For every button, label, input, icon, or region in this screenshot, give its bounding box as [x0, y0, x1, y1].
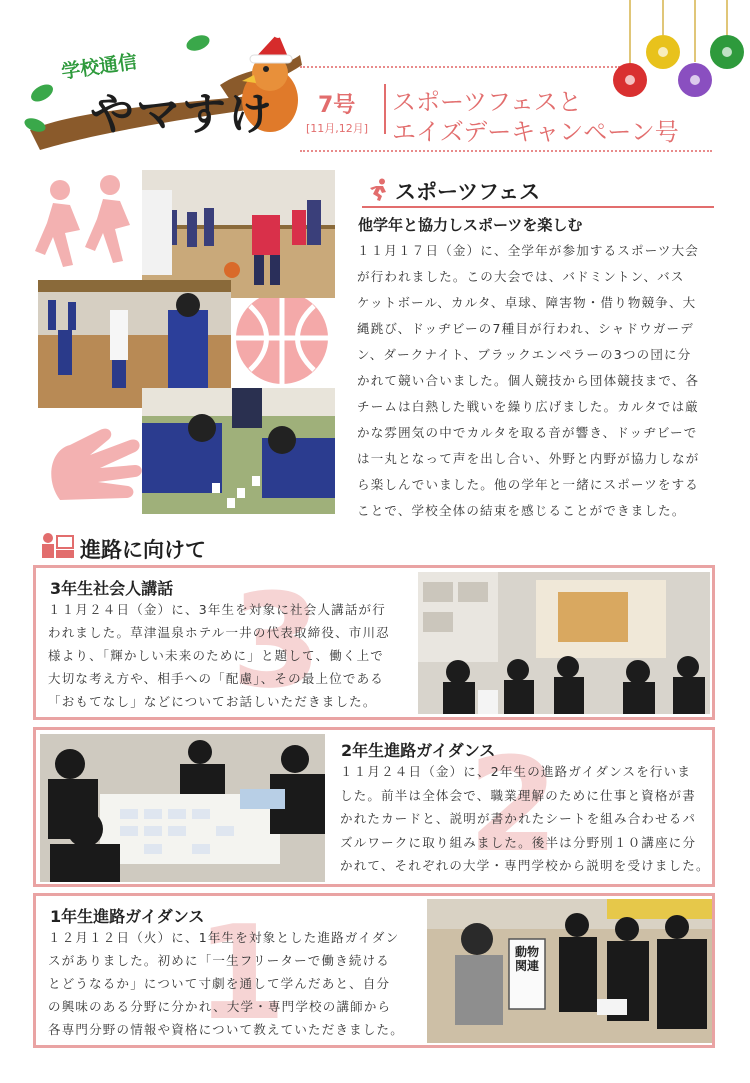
photo-basketball — [142, 170, 335, 298]
issue-title-line2: エイズデーキャンペーン号 — [392, 118, 679, 146]
issue-months: [11月,12月] — [306, 122, 369, 135]
photo-lecture — [418, 572, 710, 714]
ornament-icons — [605, 0, 750, 110]
sports-heading-underline — [362, 206, 714, 208]
grade1-watermark-number: 1 — [196, 897, 287, 1049]
issue-divider — [384, 84, 386, 134]
lecture-icon — [40, 532, 74, 560]
header-divider-bottom — [300, 150, 712, 152]
grade2-watermark-number: 2 — [468, 729, 559, 881]
photo-puzzle-work — [40, 734, 325, 882]
leaf-icon — [28, 81, 56, 105]
newsletter-logo-text: やマすけ — [90, 89, 274, 140]
photo-guidance — [427, 899, 712, 1043]
grade3-section — [33, 565, 715, 720]
grade3-title: 3年生社会人講話 — [50, 579, 174, 598]
running-person-icon — [367, 178, 391, 202]
grade2-title: 2年生進路ガイダンス — [341, 741, 496, 760]
photo-karuta — [142, 388, 335, 514]
issue-number: 7号 — [318, 93, 356, 118]
grade2-section — [33, 727, 715, 887]
grade2-paragraph: １１月２４日（金）に、2年生の進路ガイダンスを行いま した。前半は全体会で、職業理解のために仕事と資格が書 かれたカードと、説明が書かれたシートを組み合わせるパ ズルワークに取り組みました。後半は分野別１０講座に分 かれて、それぞれの大学・専門学校から説明を受けました。 — [340, 764, 710, 873]
issue-title-line1: スポーツフェスと — [392, 88, 582, 116]
grade1-section — [33, 893, 715, 1048]
grade1-paragraph: １２月１２日（火）に、1年生を対象とした進路ガイダン スがありました。初めに「一生フリーターで働き続ける とどうなるか」について寸劇を通して学んだあと、自分 の興味のある分野に分かれ、大学・専門学校の講師から 各専門分野の情報や資格について教えていただきました。 — [48, 930, 404, 1037]
newsletter-tag: 学校通信 — [54, 46, 145, 85]
header-divider-top — [300, 66, 620, 68]
basketball-decoration — [232, 288, 332, 388]
header — [0, 0, 750, 160]
grade3-watermark-number: 3 — [231, 565, 322, 717]
sports-subheading: 他学年と協力しスポーツを楽しむ — [358, 216, 583, 234]
grade3-paragraph: １１月２４日（金）に、3年生を対象に社会人講話が行 われました。草津温泉ホテル一井の代表取締役、市川忍 様より、「輝かしい未来のために」と題して、働く上で 大切な考え方や、相手への「配慮」、その最上位である 「おもてなし」などについてお話しいただきました。 — [48, 602, 390, 709]
guidance-sign: 動物関連 — [514, 945, 539, 973]
career-heading: 進路に向けて — [80, 538, 206, 562]
grade1-title: 1年生進路ガイダンス — [50, 907, 205, 926]
running-people-decoration — [25, 175, 140, 275]
hand-decoration — [40, 410, 145, 505]
sports-paragraph: １１月１７日（金）に、全学年が参加するスポーツ大会 が行われました。この大会では、バドミントン、バス ケットボール、カルタ、卓球、障害物・借り物競争、大 縄跳び、ドッヂビーの7種目が行われ、シャドウガーデ ン、ダークナイト、ブラックエンペラーの3つの団に分 かれて競い合いました。個人競技から団体競技まで、各 チームは白熱した戦いを繰り広げました。カルタでは厳 かな雰囲気の中でカルタを取る音が響き、ドッヂビーで は一丸となって声を出し合い、外野と内野が協力しなが ら楽しんでいました。他の学年と一緒にスポーツをする ことで、学校全体の結束を感じることができました。 — [357, 243, 700, 518]
sports-heading: スポーツフェス — [395, 180, 541, 204]
